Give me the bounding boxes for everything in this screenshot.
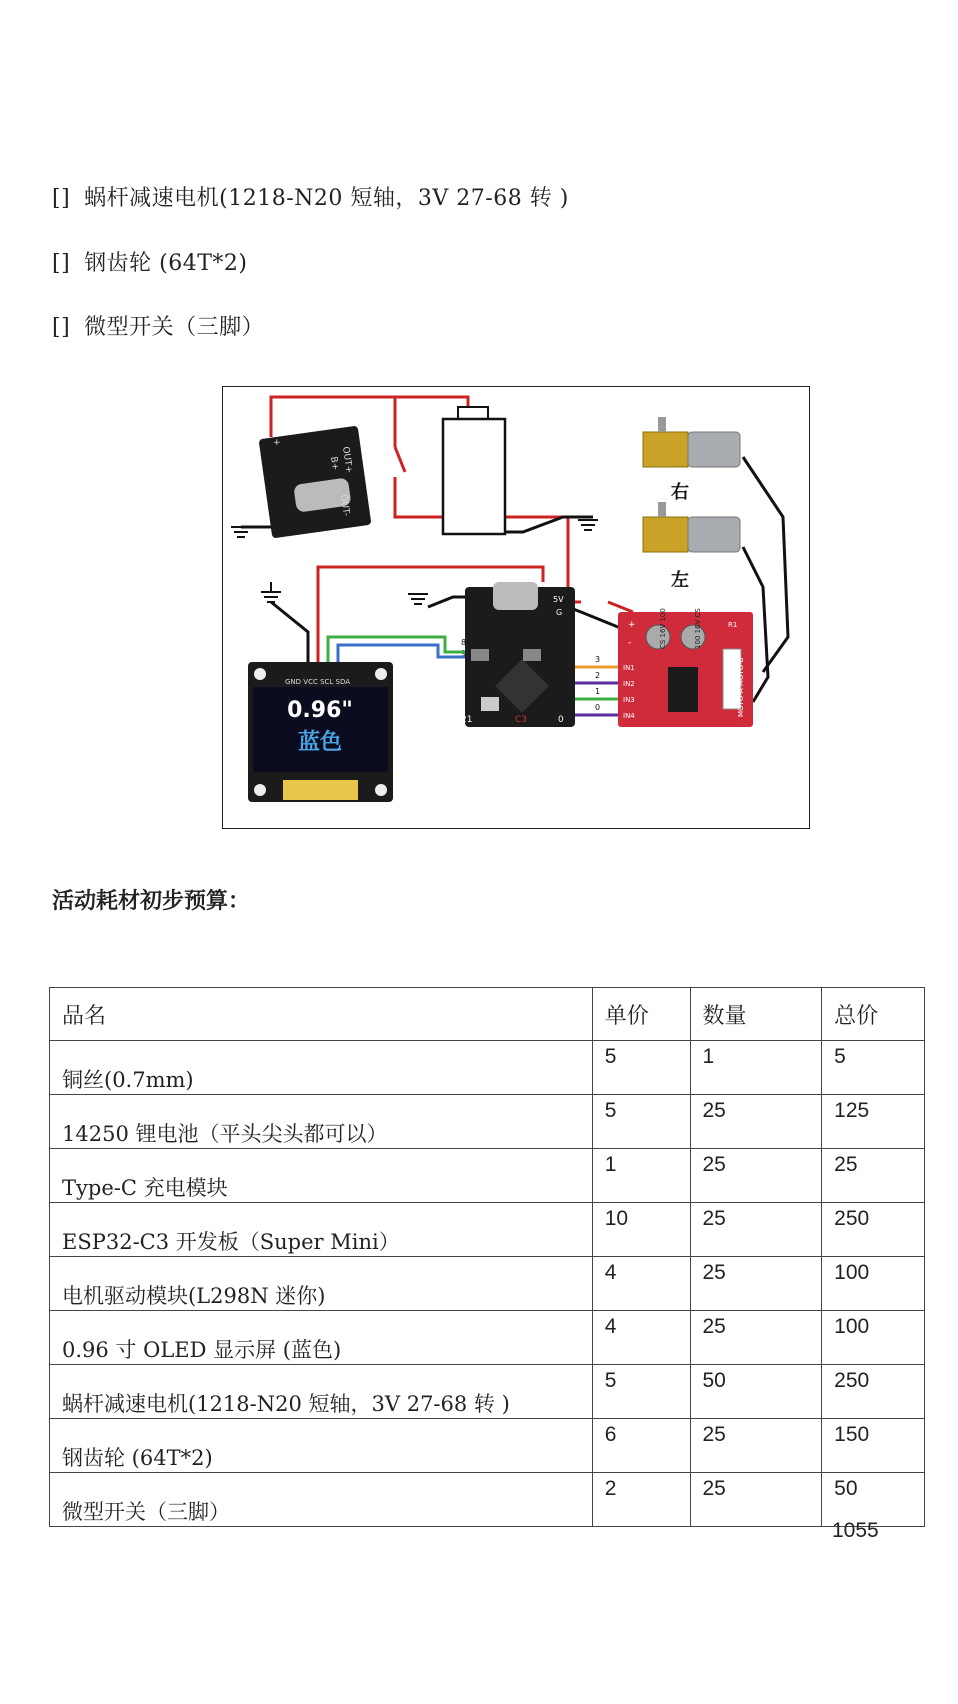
item-price: 6	[604, 1423, 617, 1446]
pin-out-plus: OUT+	[340, 446, 354, 474]
item-name: 钢齿轮 (64T*2)	[62, 1446, 213, 1470]
item-price: 5	[604, 1369, 617, 1392]
header-total: 总价	[822, 988, 925, 1041]
item-total: 150	[834, 1423, 870, 1446]
motor-right	[643, 417, 740, 503]
item-total: 125	[834, 1099, 870, 1122]
item-qty: 50	[702, 1369, 726, 1392]
checklist-item	[52, 181, 569, 212]
item-price: 5	[604, 1045, 617, 1068]
item-qty: 25	[702, 1315, 726, 1338]
checklist-label: 钢齿轮 (64T*2)	[84, 251, 248, 276]
oled-size-text: 0.96"	[287, 698, 353, 723]
item-total: 5	[834, 1045, 846, 1068]
item-total: 100	[834, 1315, 870, 1338]
item-total: 100	[834, 1261, 870, 1284]
item-name: 0.96 寸 OLED 显示屏 (蓝色)	[62, 1338, 342, 1362]
header-name: 品名	[50, 988, 593, 1041]
budget-sum: 1055	[832, 1519, 879, 1542]
item-total: 50	[834, 1477, 858, 1500]
item-name: Type-C 充电模块	[62, 1176, 228, 1200]
table-header-row	[50, 988, 925, 1041]
item-name: 14250 锂电池（平头尖头都可以）	[62, 1122, 388, 1146]
item-qty: 1	[702, 1045, 715, 1068]
oled-pin-labels: GND VCC SCL SDA	[285, 678, 351, 686]
item-price: 5	[604, 1099, 617, 1122]
oled-display	[248, 662, 393, 802]
wiring-diagram	[222, 386, 810, 829]
pin-21: 21	[461, 715, 473, 725]
item-total: 250	[834, 1369, 870, 1392]
item-price: 4	[604, 1315, 617, 1338]
oled-color-text: 蓝色	[297, 730, 343, 755]
table-row	[50, 1473, 925, 1527]
pin-in2: IN2	[623, 680, 635, 688]
checklist-item	[52, 310, 264, 341]
table-row	[50, 1203, 925, 1257]
motor-right-label: 右	[671, 482, 689, 503]
pin-plus: +	[273, 438, 281, 448]
section-title: 活动耗材初步预算：	[52, 889, 251, 914]
pin-c3-label: C3	[515, 715, 528, 725]
header-price: 单价	[592, 988, 690, 1041]
checklist-label: 微型开关（三脚）	[84, 315, 265, 340]
pin-0-right: 0	[595, 703, 601, 712]
driver-plus: +	[628, 620, 636, 630]
item-qty: 25	[702, 1477, 726, 1500]
pin-1: 1	[595, 687, 601, 696]
battery-icon	[443, 407, 505, 534]
item-qty: 25	[702, 1423, 726, 1446]
pin-5v: 5V	[553, 595, 564, 604]
charger-module	[259, 426, 372, 539]
item-qty: 25	[702, 1261, 726, 1284]
checklist-label: 蜗杆减速电机(1218-N20 短轴，3V 27-68 转 )	[84, 186, 569, 211]
header-qty: 数量	[690, 988, 822, 1041]
item-qty: 25	[702, 1153, 726, 1176]
pin-0: 0	[558, 715, 564, 725]
item-price: 10	[604, 1207, 629, 1230]
item-qty: 25	[702, 1099, 726, 1122]
item-total: 25	[834, 1153, 858, 1176]
driver-output-label: MOTO-A MOTO-B	[737, 657, 745, 717]
checkbox-icon[interactable]: []	[52, 251, 71, 276]
motor-left-label: 左	[671, 570, 689, 591]
pin-3: 3	[595, 655, 601, 664]
motor-left	[643, 502, 740, 591]
item-price: 1	[604, 1153, 617, 1176]
table-row	[50, 1095, 925, 1149]
pin-out-minus: OUT-	[338, 494, 351, 517]
pin-b-plus: B+	[328, 456, 340, 472]
motor-driver-board	[618, 608, 753, 727]
table-row	[50, 1419, 925, 1473]
item-name: 微型开关（三脚）	[62, 1500, 230, 1524]
capacitor-1-label: CS 16V 100	[659, 608, 667, 649]
pin-in1: IN1	[623, 664, 635, 672]
item-price: 2	[604, 1477, 617, 1500]
item-name: 铜丝(0.7mm)	[62, 1068, 194, 1092]
switch-icon	[395, 447, 405, 472]
item-price: 4	[604, 1261, 617, 1284]
item-qty: 25	[702, 1207, 726, 1230]
item-total: 250	[834, 1207, 870, 1230]
resistor-r1-label: R1	[728, 621, 738, 629]
item-name: 电机驱动模块(L298N 迷你)	[62, 1284, 326, 1308]
table-row	[50, 1311, 925, 1365]
pin-2: 2	[595, 671, 601, 680]
checkbox-icon[interactable]: []	[52, 315, 71, 340]
esp32-board	[461, 582, 600, 727]
capacitor-2-label: 100 16V CS	[694, 608, 702, 649]
item-name: ESP32-C3 开发板（Super Mini）	[62, 1230, 400, 1254]
pin-9: 9	[461, 649, 467, 658]
pin-in3: IN3	[623, 696, 635, 704]
table-row	[50, 1149, 925, 1203]
table-row	[50, 1257, 925, 1311]
budget-table	[49, 987, 925, 1527]
pin-in4: IN4	[623, 712, 635, 720]
table-row	[50, 1365, 925, 1419]
checklist-item	[52, 246, 248, 277]
checkbox-icon[interactable]: []	[52, 186, 71, 211]
item-name: 蜗杆减速电机(1218-N20 短轴，3V 27-68 转 )	[62, 1392, 510, 1416]
driver-minus: -	[628, 638, 632, 648]
pin-8: 8	[461, 638, 467, 647]
table-row	[50, 1041, 925, 1095]
pin-g: G	[556, 608, 563, 617]
